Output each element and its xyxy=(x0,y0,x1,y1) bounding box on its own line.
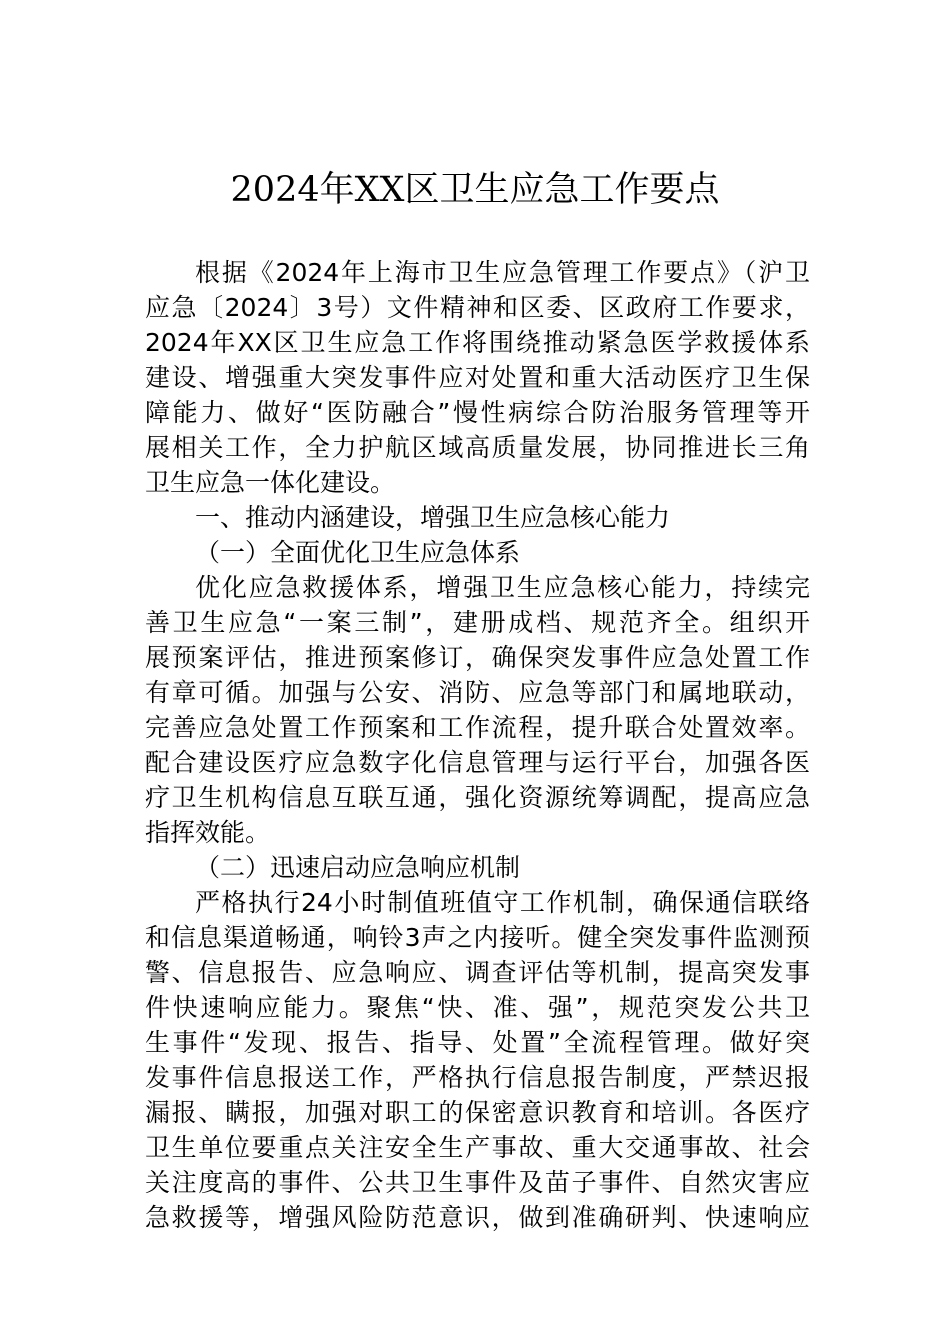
paragraph-line: 善卫生应急“一案三制”，建册成档、规范齐全。组织开 xyxy=(145,608,810,637)
paragraph-line: 和信息渠道畅通，响铃3声之内接听。健全突发事件监测预 xyxy=(145,923,810,952)
paragraph-line: 2024年XX区卫生应急工作将围绕推动紧急医学救援体系 xyxy=(145,328,810,357)
paragraph-line: 卫生单位要重点关注安全生产事故、重大交通事故、社会 xyxy=(145,1133,810,1162)
paragraph-line: 关注度高的事件、公共卫生事件及苗子事件、自然灾害应 xyxy=(145,1168,810,1197)
document-title: 2024年XX区卫生应急工作要点 xyxy=(230,170,720,210)
paragraph-line: 完善应急处置工作预案和工作流程，提升联合处置效率。 xyxy=(145,713,810,742)
paragraph-line: 漏报、瞒报，加强对职工的保密意识教育和培训。各医疗 xyxy=(145,1098,810,1127)
section-heading: 一、推动内涵建设，增强卫生应急核心能力 xyxy=(195,503,671,532)
subsection-heading: （二）迅速启动应急响应机制 xyxy=(195,853,521,882)
paragraph-line: 件快速响应能力。聚焦“快、准、强”，规范突发公共卫 xyxy=(145,993,810,1022)
paragraph-line: 根据《2024年上海市卫生应急管理工作要点》（沪卫 xyxy=(195,258,810,287)
paragraph-line: 指挥效能。 xyxy=(145,818,271,847)
paragraph-line: 卫生应急一体化建设。 xyxy=(145,468,396,497)
paragraph-line: 疗卫生机构信息互联互通，强化资源统筹调配，提高应急 xyxy=(145,783,810,812)
paragraph-line: 急救援等，增强风险防范意识，做到准确研判、快速响应 xyxy=(145,1203,810,1232)
paragraph-line: 有章可循。加强与公安、消防、应急等部门和属地联动， xyxy=(145,678,810,707)
paragraph-line: 优化应急救援体系，增强卫生应急核心能力，持续完 xyxy=(195,573,810,602)
paragraph-line: 严格执行24小时制值班值守工作机制，确保通信联络 xyxy=(195,888,810,917)
paragraph-line: 应急〔2024〕3号）文件精神和区委、区政府工作要求， xyxy=(145,293,810,322)
paragraph-line: 配合建设医疗应急数字化信息管理与运行平台，加强各医 xyxy=(145,748,810,777)
paragraph-line: 展预案评估，推进预案修订，确保突发事件应急处置工作 xyxy=(145,643,810,672)
subsection-heading: （一）全面优化卫生应急体系 xyxy=(195,538,521,567)
paragraph-line: 警、信息报告、应急响应、调查评估等机制，提高突发事 xyxy=(145,958,810,987)
paragraph-line: 障能力、做好“医防融合”慢性病综合防治服务管理等开 xyxy=(145,398,810,427)
paragraph-line: 生事件“发现、报告、指导、处置”全流程管理。做好突 xyxy=(145,1028,810,1057)
paragraph-line: 发事件信息报送工作，严格执行信息报告制度，严禁迟报 xyxy=(145,1063,810,1092)
paragraph-line: 展相关工作，全力护航区域高质量发展，协同推进长三角 xyxy=(145,433,810,462)
paragraph-line: 建设、增强重大突发事件应对处置和重大活动医疗卫生保 xyxy=(145,363,810,392)
